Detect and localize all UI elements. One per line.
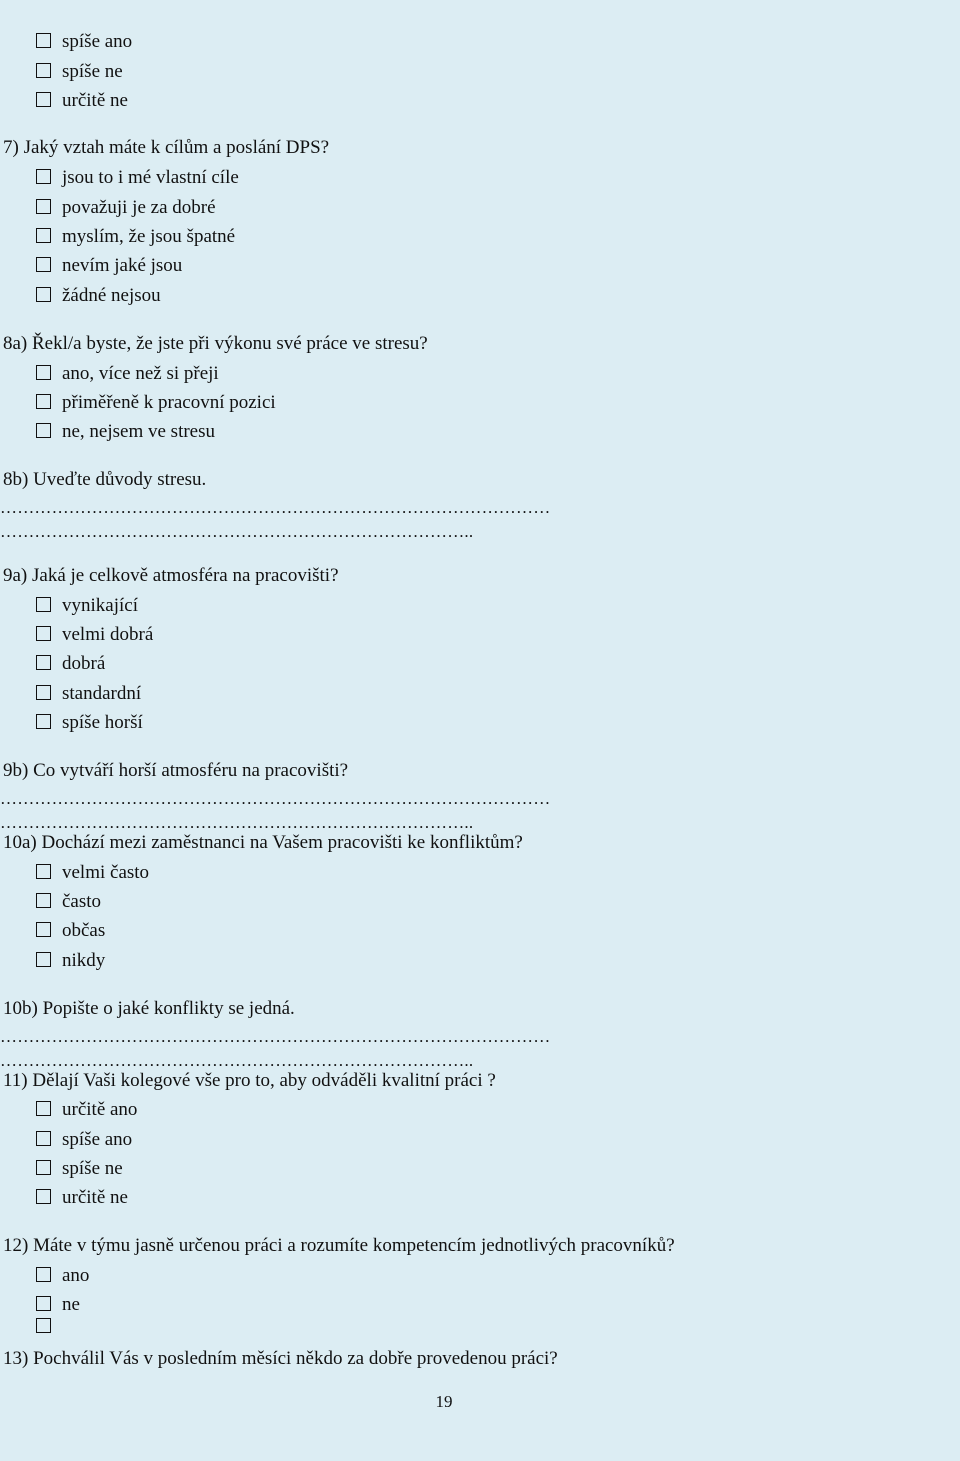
checkbox[interactable]: [36, 1101, 51, 1116]
checkbox[interactable]: [36, 1296, 51, 1311]
q13-question: 13) Pochválil Vás v posledním měsíci někdo za dobře provedenou práci?: [3, 1348, 558, 1369]
q7-option-2[interactable]: považuji je za dobré: [36, 196, 216, 220]
q8b-question: 8b) Uveďte důvody stresu.: [3, 469, 207, 490]
q8a-question: 8a) Řekl/a byste, že jste při výkonu své práce ve stresu?: [3, 333, 428, 354]
q9b-question: 9b) Co vytváří horší atmosféru na pracovišti?: [3, 760, 349, 781]
q12-question: 12) Máte v týmu jasně určenou práci a rozumíte kompetencím jednotlivých pracovníků?: [3, 1235, 675, 1256]
checkbox[interactable]: [36, 1267, 51, 1282]
checkbox[interactable]: [36, 63, 51, 78]
q7-option-3[interactable]: myslím, že jsou špatné: [36, 225, 235, 249]
checkbox[interactable]: [36, 597, 51, 612]
q10b-question: 10b) Popište o jaké konflikty se jedná.: [3, 998, 295, 1019]
q10b-answer-line-1[interactable]: ……………………………………………………………………………………: [0, 1027, 551, 1046]
q9a-option-4[interactable]: standardní: [36, 682, 141, 706]
checkbox[interactable]: [36, 864, 51, 879]
q12-option-1[interactable]: ano: [36, 1264, 89, 1288]
checkbox[interactable]: [36, 228, 51, 243]
q8a-option-1[interactable]: ano, více než si přeji: [36, 362, 219, 386]
q10a-question: 10a) Dochází mezi zaměstnanci na Vašem pracovišti ke konfliktům?: [3, 832, 523, 853]
checkbox[interactable]: [36, 952, 51, 967]
checkbox[interactable]: [36, 423, 51, 438]
q9b-answer-line-1[interactable]: ……………………………………………………………………………………: [0, 789, 551, 808]
checkbox[interactable]: [36, 1318, 51, 1333]
q11-option-1[interactable]: určitě ano: [36, 1098, 137, 1122]
q10a-option-4[interactable]: nikdy: [36, 949, 105, 973]
q8a-option-3[interactable]: ne, nejsem ve stresu: [36, 420, 215, 444]
q12-option-3[interactable]: [36, 1320, 62, 1335]
checkbox[interactable]: [36, 922, 51, 937]
checkbox[interactable]: [36, 685, 51, 700]
checkbox[interactable]: [36, 92, 51, 107]
q7-option-1[interactable]: jsou to i mé vlastní cíle: [36, 166, 239, 190]
checkbox[interactable]: [36, 287, 51, 302]
q7-option-4[interactable]: nevím jaké jsou: [36, 254, 182, 278]
checkbox[interactable]: [36, 169, 51, 184]
q8b-answer-line-1[interactable]: ……………………………………………………………………………………: [0, 498, 551, 517]
q10b-answer-line-2[interactable]: ………………………………………………………………………..: [0, 1051, 474, 1070]
q9a-question: 9a) Jaká je celkově atmosféra na pracovišti?: [3, 565, 339, 586]
q11-question: 11) Dělají Vaši kolegové vše pro to, aby odváděli kvalitní práci ?: [3, 1070, 496, 1091]
q9a-option-5[interactable]: spíše horší: [36, 711, 143, 735]
checkbox[interactable]: [36, 655, 51, 670]
checkbox[interactable]: [36, 893, 51, 908]
checkbox[interactable]: [36, 365, 51, 380]
q8b-answer-line-2[interactable]: ………………………………………………………………………..: [0, 522, 474, 541]
checkbox[interactable]: [36, 257, 51, 272]
checkbox[interactable]: [36, 714, 51, 729]
checkbox[interactable]: [36, 1189, 51, 1204]
q10a-option-3[interactable]: občas: [36, 919, 105, 943]
q6-option-2[interactable]: spíše ne: [36, 60, 123, 84]
q11-option-4[interactable]: určitě ne: [36, 1186, 128, 1210]
checkbox[interactable]: [36, 1131, 51, 1146]
q6-option-1[interactable]: spíše ano: [36, 30, 132, 54]
q8a-option-2[interactable]: přiměřeně k pracovní pozici: [36, 391, 276, 415]
q9a-option-3[interactable]: dobrá: [36, 652, 105, 676]
q10a-option-2[interactable]: často: [36, 890, 101, 914]
page-number: 19: [435, 1392, 453, 1411]
q10a-option-1[interactable]: velmi často: [36, 861, 149, 885]
q9b-answer-line-2[interactable]: ………………………………………………………………………..: [0, 813, 474, 832]
q6-option-3[interactable]: určitě ne: [36, 89, 128, 113]
q11-option-2[interactable]: spíše ano: [36, 1128, 132, 1152]
q11-option-3[interactable]: spíše ne: [36, 1157, 123, 1181]
q9a-option-2[interactable]: velmi dobrá: [36, 623, 153, 647]
q7-option-5[interactable]: žádné nejsou: [36, 284, 161, 308]
q9a-option-1[interactable]: vynikající: [36, 594, 138, 618]
q7-question: 7) Jaký vztah máte k cílům a poslání DPS?: [3, 137, 330, 158]
q12-option-2[interactable]: ne: [36, 1293, 80, 1317]
checkbox[interactable]: [36, 199, 51, 214]
checkbox[interactable]: [36, 1160, 51, 1175]
checkbox[interactable]: [36, 626, 51, 641]
checkbox[interactable]: [36, 33, 51, 48]
checkbox[interactable]: [36, 394, 51, 409]
